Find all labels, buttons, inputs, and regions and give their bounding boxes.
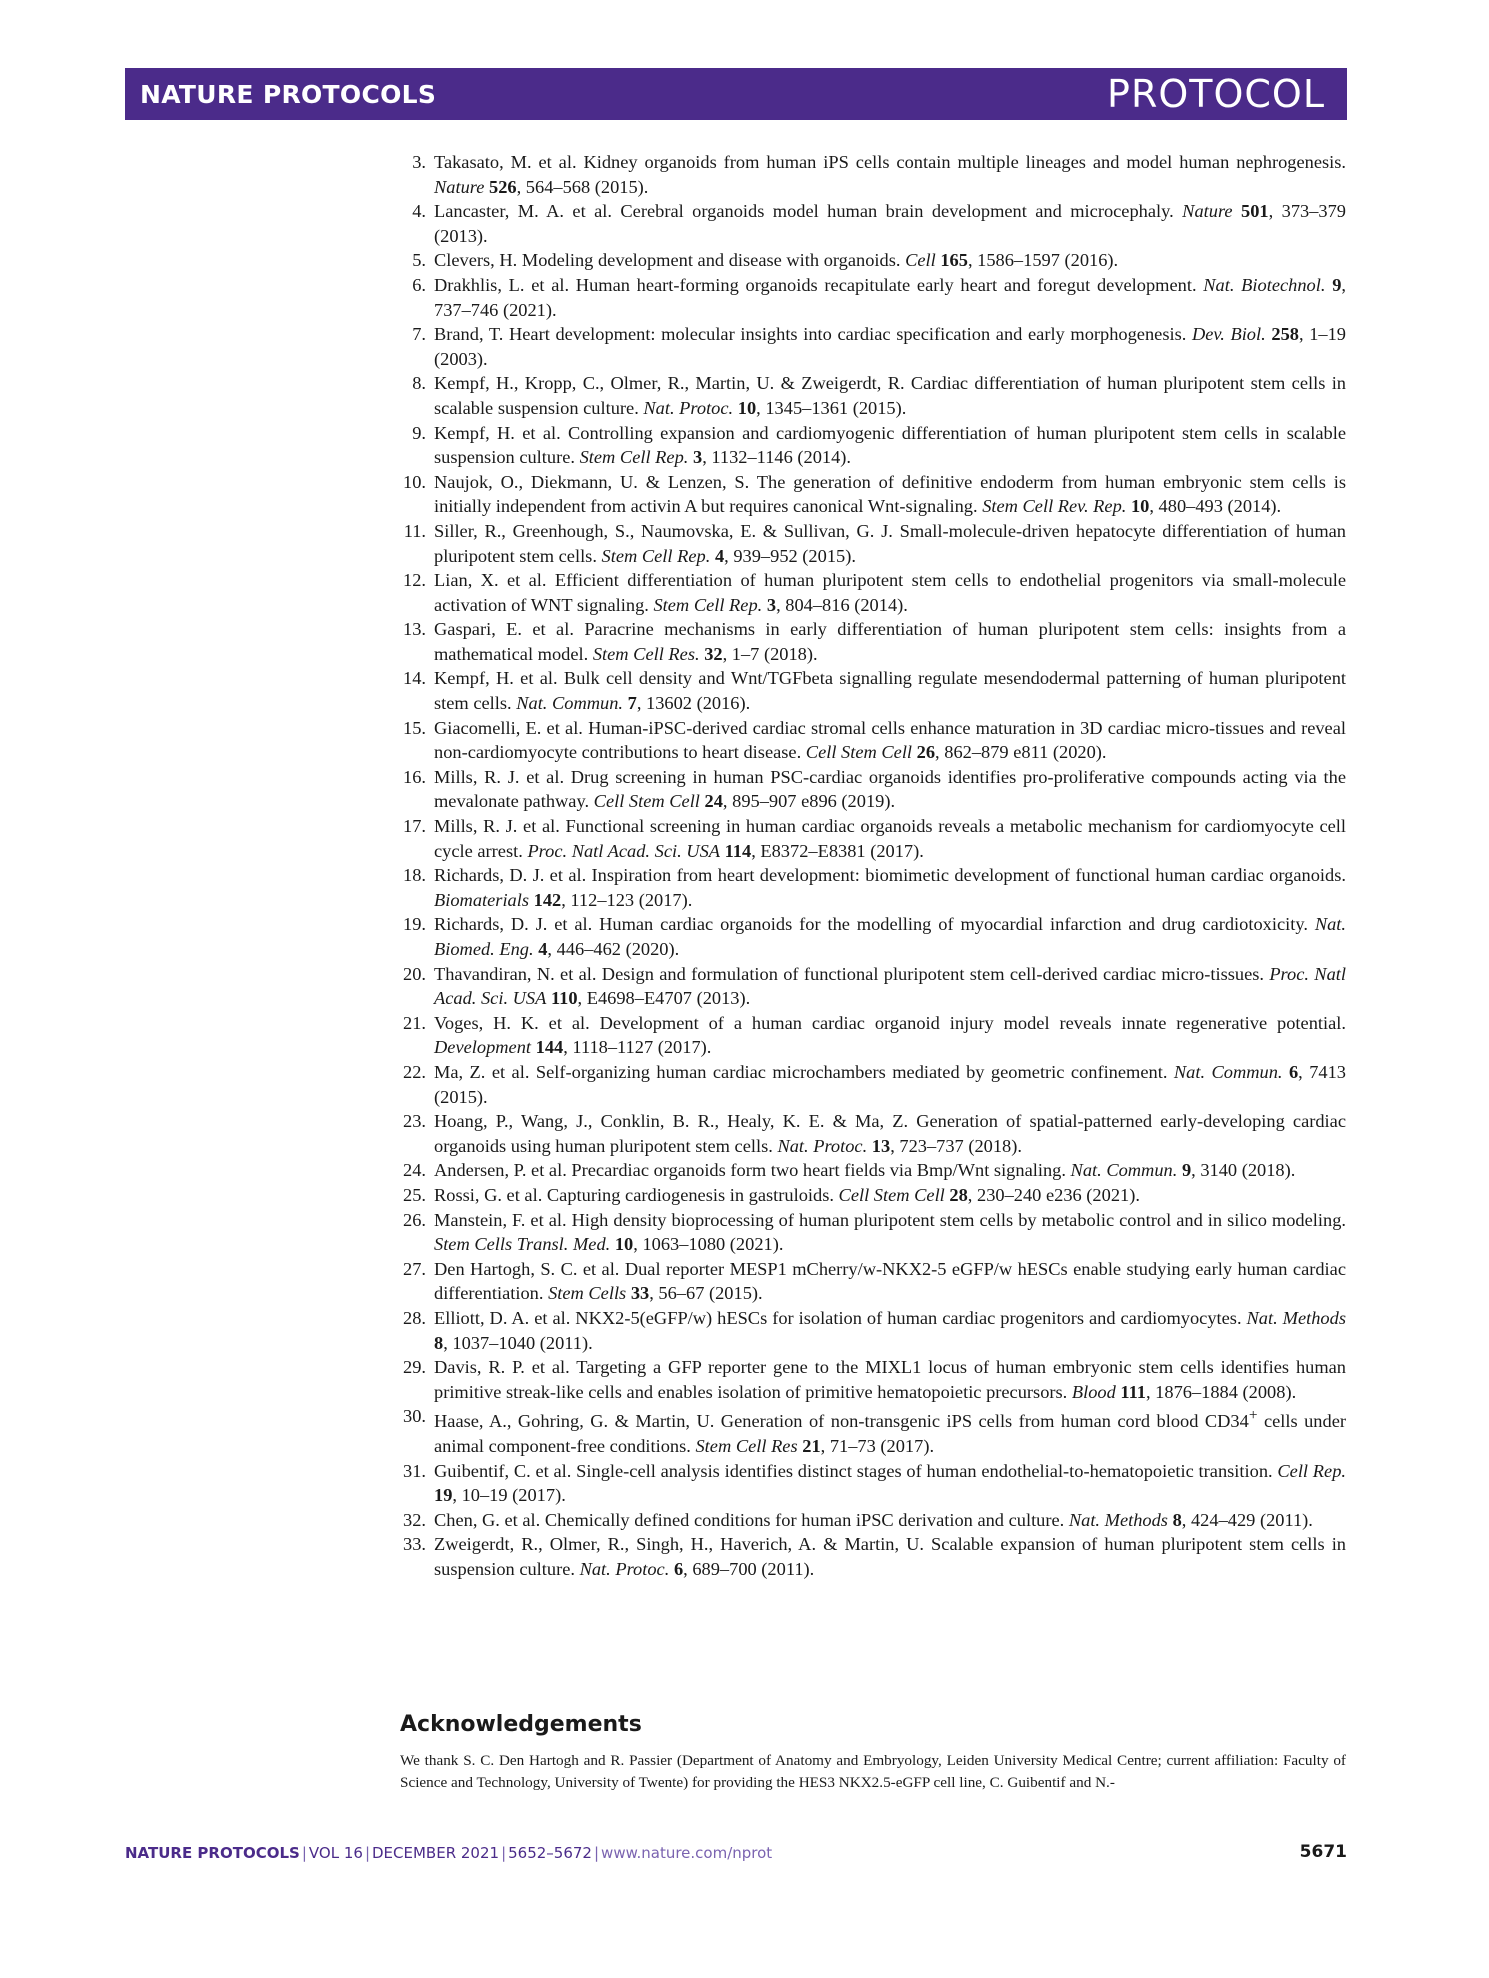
reference-journal: Blood (1071, 1381, 1116, 1402)
reference-text: Naujok, O., Diekmann, U. & Lenzen, S. The generation of definitive endoderm from human embryonic stem cells is initially independent from activin A but requires canonical Wnt-signaling. (434, 471, 1346, 517)
reference-number: 18. (403, 865, 426, 886)
reference-item (396, 1208, 1346, 1257)
reference-number: 28. (403, 1307, 426, 1328)
reference-text: , 1118–1127 (2017). (563, 1037, 712, 1058)
reference-volume: 4 (714, 545, 725, 566)
reference-volume: 19 (434, 1485, 453, 1506)
reference-volume: 26 (916, 742, 936, 763)
reference-journal: Nat. Protoc. (579, 1558, 670, 1579)
reference-text: , 230–240 e236 (2021). (967, 1184, 1140, 1205)
reference-text: , 564–568 (2015). (516, 176, 649, 197)
reference-text: , 1345–1361 (2015). (756, 397, 907, 418)
reference-number: 21. (403, 1012, 426, 1033)
reference-volume: 4 (538, 939, 548, 959)
reference-journal: Nat. Protoc. (643, 397, 734, 418)
reference-text: Kempf, H. et al. Bulk cell density and Wnt/TGFbeta signalling regulate mesendodermal patterning of human pluripotent stem cells. (434, 668, 1346, 714)
footer-citation (125, 1844, 772, 1862)
reference-item (396, 150, 1346, 199)
reference-text: , 1–7 (2018). (722, 643, 818, 664)
reference-text: Elliott, D. A. et al. NKX2-5(eGFP/w) hESCs for isolation of human cardiac progenitors and cardiomyocytes. (434, 1307, 1247, 1328)
reference-text: Mills, R. J. et al. Drug screening in human PSC-cardiac organoids identifies pro-proliferative compounds acting via the mevalonate pathway. (434, 766, 1346, 812)
reference-volume: 111 (1120, 1381, 1146, 1402)
reference-text: Siller, R., Greenhough, S., Naumovska, E. & Sullivan, G. J. Small-molecule-driven hepatocyte differentiation of human pluripotent stem cells. (434, 520, 1346, 566)
reference-journal: Stem Cell Rep. (579, 447, 689, 468)
reference-volume: 24 (704, 791, 723, 812)
reference-text: , 1–19 (2003). (434, 324, 1346, 369)
reference-number: 26. (403, 1209, 426, 1230)
acknowledgements-heading: Acknowledgements (400, 1712, 642, 1737)
reference-volume: 6 (673, 1558, 684, 1579)
reference-number: 23. (403, 1111, 426, 1132)
reference-volume: 9 (1332, 274, 1342, 295)
reference-volume: 9 (1181, 1160, 1192, 1181)
reference-volume: 526 (489, 176, 517, 197)
reference-journal: Stem Cells (548, 1283, 627, 1304)
footer-pages: 5652–5672 (508, 1844, 592, 1862)
reference-journal: Nat. Methods (1068, 1509, 1168, 1530)
reference-number: 6. (412, 274, 426, 295)
reference-number: 25. (403, 1184, 426, 1205)
reference-volume: 10 (1130, 496, 1150, 517)
article-type: PROTOCOL (1107, 72, 1325, 116)
reference-text: Richards, D. J. et al. Inspiration from heart development: biomimetic development of functional human cardiac organoids. (434, 865, 1346, 886)
reference-text: , E8372–E8381 (2017). (751, 840, 924, 861)
reference-number: 14. (403, 668, 426, 689)
reference-journal: Nat. Commun. (1070, 1160, 1178, 1181)
reference-text: , 804–816 (2014). (776, 594, 908, 615)
footer-journal: NATURE PROTOCOLS (125, 1844, 300, 1862)
reference-item (396, 371, 1346, 420)
reference-text: , 1037–1040 (2011). (443, 1332, 593, 1353)
reference-volume: 144 (535, 1037, 564, 1058)
reference-journal: Nat. Protoc. (777, 1135, 868, 1156)
reference-number: 17. (403, 816, 426, 837)
footer-separator: | (364, 1844, 370, 1862)
footer-date: DECEMBER 2021 (372, 1844, 500, 1862)
reference-text: Kempf, H., Kropp, C., Olmer, R., Martin, U. & Zweigerdt, R. Cardiac differentiation of human pluripotent stem cells in scalable suspension culture. (434, 373, 1346, 418)
reference-number: 7. (412, 324, 426, 345)
footer-url-link[interactable]: www.nature.com/nprot (601, 1844, 773, 1862)
reference-journal: Proc. Natl Acad. Sci. USA (527, 840, 720, 861)
reference-journal: Biomaterials (434, 889, 530, 910)
page-footer (125, 1842, 1347, 1866)
footer-volume: VOL 16 (308, 1844, 363, 1862)
reference-text: Hoang, P., Wang, J., Conklin, B. R., Healy, K. E. & Ma, Z. Generation of spatial-patterned early-developing cardiac organoids using human pluripotent stem cells. (434, 1111, 1346, 1156)
reference-text: , E4698–E4707 (2013). (577, 988, 751, 1009)
reference-item (396, 863, 1346, 912)
reference-journal: Stem Cell Rep. (653, 594, 763, 615)
reference-item (396, 1011, 1346, 1060)
reference-item (396, 421, 1346, 470)
reference-volume: 142 (533, 889, 562, 910)
reference-item (396, 1459, 1346, 1508)
reference-journal: Cell (905, 250, 936, 271)
reference-volume: 114 (724, 840, 752, 861)
reference-text: Davis, R. P. et al. Targeting a GFP reporter gene to the MIXL1 locus of human embryonic stem cells identifies human primitive streak-like cells and enables isolation of primitive hematopoietic precursors. (434, 1357, 1346, 1402)
reference-item (396, 568, 1346, 617)
reference-text: , 56–67 (2015). (649, 1283, 763, 1304)
reference-item (396, 666, 1346, 715)
reference-text: Kempf, H. et al. Controlling expansion and cardiomyogenic differentiation of human pluripotent stem cells in scalable suspension culture. (434, 422, 1346, 468)
reference-text: , 862–879 e811 (2020). (935, 742, 1107, 763)
reference-text: Gaspari, E. et al. Paracrine mechanisms in early differentiation of human pluripotent stem cells: insights from a mathematical model. (434, 619, 1346, 664)
reference-journal: Nat. Commun. (516, 693, 624, 714)
reference-text: Andersen, P. et al. Precardiac organoids form two heart fields via Bmp/Wnt signaling. (434, 1160, 1071, 1181)
reference-volume: 21 (802, 1436, 821, 1456)
reference-journal: Cell Stem Cell (838, 1184, 945, 1205)
reference-number: 30. (403, 1406, 426, 1427)
footer-separator: | (501, 1844, 507, 1862)
reference-journal: Nat. Biomed. Eng. (434, 914, 1346, 959)
reference-number: 32. (403, 1509, 426, 1530)
reference-text: Brand, T. Heart development: molecular insights into cardiac specification and early morphogenesis. (434, 324, 1192, 345)
reference-item (396, 814, 1346, 863)
reference-item (396, 716, 1346, 765)
reference-volume: 33 (630, 1283, 650, 1304)
reference-text: , 939–952 (2015). (724, 545, 856, 566)
reference-number: 5. (412, 250, 426, 271)
reference-text: , 723–737 (2018). (890, 1135, 1022, 1156)
reference-number: 4. (412, 201, 426, 222)
reference-journal: Cell Stem Cell (593, 791, 700, 812)
reference-text: Lancaster, M. A. et al. Cerebral organoids model human brain development and microcephaly. (434, 201, 1183, 222)
reference-text: Rossi, G. et al. Capturing cardiogenesis in gastruloids. (434, 1184, 839, 1205)
reference-text: , 373–379 (2013). (434, 201, 1346, 246)
reference-journal: Stem Cells Transl. Med. (434, 1234, 611, 1255)
reference-number: 22. (403, 1061, 426, 1082)
reference-volume: 6 (1288, 1061, 1299, 1082)
reference-text: , 895–907 e896 (2019). (722, 791, 896, 812)
footer-separator: | (301, 1844, 307, 1862)
reference-item (396, 199, 1346, 248)
reference-text: , 3140 (2018). (1191, 1160, 1296, 1181)
reference-text: Drakhlis, L. et al. Human heart-forming organoids recapitulate early heart and foregut development. (434, 274, 1204, 295)
acknowledgements-text: We thank S. C. Den Hartogh and R. Passier (Department of Anatomy and Embryology, Leiden University Medical Centre; current affiliation: Faculty of Science and Technology, University of Twente) for providing the HES3 NKX2.5-eGFP cell line, C. Guibentif and N.- (400, 1752, 1346, 1791)
reference-text: , 13602 (2016). (636, 693, 751, 714)
reference-volume: 110 (550, 988, 578, 1009)
reference-number: 20. (403, 963, 426, 984)
reference-journal: Cell Rep. (1277, 1460, 1346, 1481)
reference-text: , 737–746 (2021). (434, 274, 1346, 320)
reference-text: Thavandiran, N. et al. Design and formulation of functional pluripotent stem cell-derived cardiac micro-tissues. (434, 963, 1270, 984)
reference-text: , 112–123 (2017). (561, 889, 693, 910)
reference-number: 9. (412, 422, 426, 443)
reference-volume: 501 (1241, 201, 1269, 222)
reference-text: Takasato, M. et al. Kidney organoids from human iPS cells contain multiple lineages and model human nephrogenesis. (434, 152, 1346, 172)
reference-item (396, 1532, 1346, 1581)
reference-text: Manstein, F. et al. High density bioprocessing of human pluripotent stem cells by metabolic control and in silico modeling. (434, 1209, 1346, 1230)
reference-text: Lian, X. et al. Efficient differentiation of human pluripotent stem cells to endothelial progenitors via small-molecule activation of WNT signaling. (434, 570, 1346, 615)
reference-text (1233, 201, 1241, 221)
page-header (125, 68, 1347, 120)
reference-volume: 28 (949, 1184, 968, 1205)
reference-text: , 1063–1080 (2021). (633, 1234, 784, 1255)
reference-item (396, 470, 1346, 519)
reference-journal: Nature (434, 176, 485, 197)
reference-journal: Cell Stem Cell (805, 742, 913, 763)
reference-text: , 1586–1597 (2016). (967, 250, 1119, 271)
reference-item (396, 273, 1346, 322)
reference-text: , 71–73 (2017). (820, 1436, 935, 1456)
reference-text: , 10–19 (2017). (452, 1485, 566, 1506)
reference-text: , 1876–1884 (2008). (1145, 1381, 1297, 1402)
reference-text: , 446–462 (2020). (547, 939, 680, 959)
reference-number: 10. (403, 471, 426, 492)
reference-journal: Nat. Biotechnol. (1203, 274, 1326, 295)
reference-item (396, 1060, 1346, 1109)
reference-superscript: + (1248, 1407, 1258, 1425)
reference-text: , 689–700 (2011). (683, 1558, 815, 1579)
reference-volume: 3 (692, 447, 703, 468)
reference-text: Giacomelli, E. et al. Human-iPSC-derived cardiac stromal cells enhance maturation in 3D cardiac micro-tissues and reveal non-cardiomyocyte contributions to heart disease. (434, 717, 1346, 763)
reference-text: , 7413 (2015). (434, 1061, 1346, 1107)
reference-item (396, 912, 1346, 961)
reference-text: Haase, A., Gohring, G. & Martin, U. Generation of non-transgenic iPS cells from human cord blood CD34 (434, 1411, 1249, 1432)
reference-volume: 258 (1271, 324, 1299, 345)
reference-number: 29. (403, 1357, 426, 1378)
reference-number: 31. (403, 1460, 426, 1481)
footer-separator: | (593, 1844, 600, 1862)
reference-item (396, 1109, 1346, 1158)
reference-item (396, 1183, 1346, 1208)
reference-text: Richards, D. J. et al. Human cardiac organoids for the modelling of myocardial infarction and drug cardiotoxicity. (434, 914, 1315, 935)
reference-volume: 8 (1172, 1509, 1182, 1530)
reference-journal: Dev. Biol. (1191, 324, 1266, 345)
reference-item (396, 1404, 1346, 1458)
reference-volume: 13 (871, 1135, 891, 1156)
reference-list (396, 150, 1346, 1582)
reference-text: Chen, G. et al. Chemically defined conditions for human iPSC derivation and culture. (434, 1509, 1069, 1530)
reference-item (396, 248, 1346, 273)
reference-number: 8. (412, 373, 426, 394)
reference-number: 27. (403, 1258, 426, 1279)
reference-volume: 32 (704, 643, 723, 664)
reference-number: 15. (403, 717, 426, 738)
reference-text: , 480–493 (2014). (1149, 496, 1282, 517)
reference-text: Den Hartogh, S. C. et al. Dual reporter MESP1 mCherry/w-NKX2-5 eGFP/w hESCs enable studying early human cardiac differentiation. (434, 1258, 1346, 1304)
reference-volume: 8 (434, 1332, 444, 1353)
reference-journal: Nat. Methods (1246, 1307, 1346, 1328)
reference-item (396, 617, 1346, 666)
reference-text: Clevers, H. Modeling development and disease with organoids. (434, 250, 906, 271)
reference-journal: Nature (1182, 201, 1233, 222)
reference-volume: 165 (940, 250, 968, 271)
reference-journal: Development (434, 1037, 532, 1058)
reference-text: Voges, H. K. et al. Development of a human cardiac organoid injury model reveals innate regenerative potential. (434, 1012, 1346, 1033)
reference-text: , 424–429 (2011). (1181, 1509, 1313, 1530)
reference-volume: 10 (614, 1234, 634, 1255)
reference-item (396, 1355, 1346, 1404)
page-number: 5671 (1299, 1842, 1347, 1862)
reference-item (396, 322, 1346, 371)
reference-text: cells under animal component-free conditions. (434, 1411, 1346, 1456)
reference-number: 3. (412, 152, 426, 172)
reference-text: Mills, R. J. et al. Functional screening in human cardiac organoids reveals a metabolic mechanism for cardiomyocyte cell cycle arrest. (434, 816, 1346, 861)
reference-number: 11. (403, 520, 426, 541)
reference-item (396, 962, 1346, 1011)
reference-journal: Proc. Natl Acad. Sci. USA (434, 963, 1346, 1009)
reference-journal: Stem Cell Res. (592, 643, 700, 664)
reference-number: 13. (403, 619, 426, 640)
reference-number: 24. (403, 1160, 426, 1181)
reference-item (396, 519, 1346, 568)
reference-volume: 7 (627, 693, 637, 714)
reference-volume: 10 (737, 397, 757, 418)
reference-journal: Stem Cell Rev. Rep. (982, 496, 1127, 517)
reference-number: 16. (403, 766, 426, 787)
reference-text: Guibentif, C. et al. Single-cell analysis identifies distinct stages of human endothelial-to-hematopoietic transition. (434, 1460, 1278, 1481)
reference-journal: Nat. Commun. (1173, 1061, 1283, 1082)
reference-text: Ma, Z. et al. Self-organizing human cardiac microchambers mediated by geometric confinement. (434, 1061, 1174, 1082)
reference-volume: 3 (766, 594, 777, 615)
reference-number: 19. (403, 914, 426, 935)
reference-journal: Stem Cell Res (695, 1436, 798, 1456)
reference-text: Zweigerdt, R., Olmer, R., Singh, H., Haverich, A. & Martin, U. Scalable expansion of human pluripotent stem cells in suspension culture. (434, 1534, 1346, 1579)
journal-name: NATURE PROTOCOLS (140, 80, 437, 109)
reference-text: , 1132–1146 (2014). (702, 447, 851, 468)
reference-item (396, 1306, 1346, 1355)
reference-journal: Stem Cell Rep. (601, 545, 711, 566)
reference-number: 33. (403, 1534, 426, 1555)
reference-item (396, 765, 1346, 814)
reference-number: 12. (403, 570, 426, 591)
reference-item (396, 1158, 1346, 1183)
reference-item (396, 1257, 1346, 1306)
reference-item (396, 1508, 1346, 1533)
